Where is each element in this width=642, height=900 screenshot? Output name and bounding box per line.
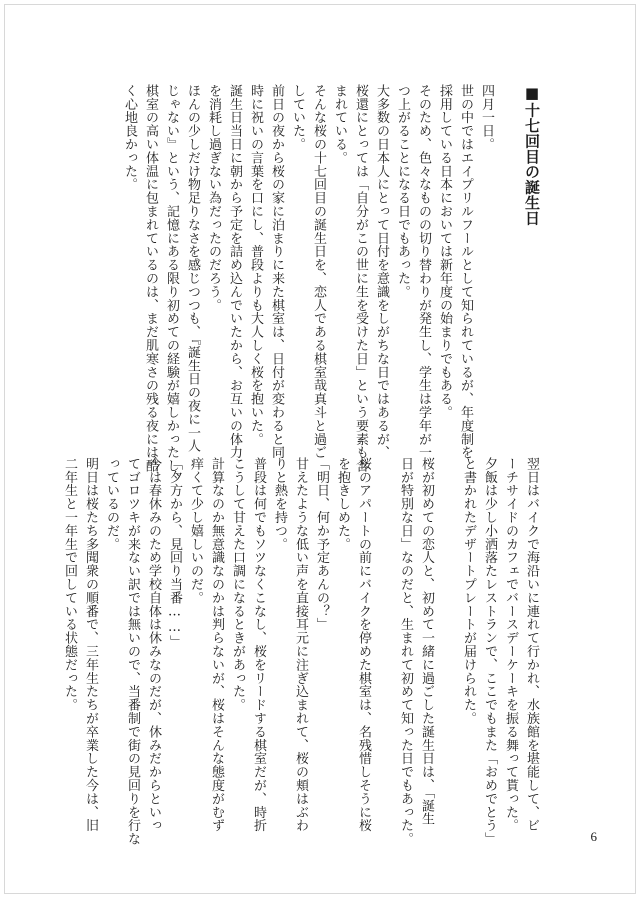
- page-number: 6: [590, 829, 597, 844]
- text-line: [374, 457, 395, 802]
- text-line: じゃない』という、記憶にある限り初めての経験が嬉しかったし、: [164, 84, 179, 486]
- text-line: 「夕方から、見回り当番……」: [167, 457, 182, 649]
- text-line: つ上がることになる日でもあった。: [395, 84, 410, 299]
- text-line: 時に祝いの言葉を口にし、普段よりも大人しく桜を抱いた。: [248, 84, 263, 446]
- text-line: 二年生と一年生で回している状態だった。: [62, 457, 77, 712]
- text-line: 桜還にとっては「自分がこの世に生を受けた日」という要素も含: [353, 84, 368, 473]
- text-line: 日が特別な日」なのだと、生まれて初めて知った日でもあった。: [398, 457, 413, 846]
- text-line: っているのだ。: [104, 457, 119, 551]
- text-line: 「明日、何か予定あんの？」: [314, 457, 329, 632]
- text-line: 甘えたような低い声を直接耳元に注ぎ込まれて、桜の頬はぶわ: [293, 457, 308, 833]
- text-line: 四月一日。: [479, 84, 494, 151]
- text-line: [437, 457, 458, 802]
- text-line: と書かれたデザートプレートが届けられた。: [461, 457, 476, 725]
- text-line: していた。: [290, 84, 305, 151]
- upper-text-block: [82, 84, 542, 486]
- text-line: まれている。: [332, 84, 347, 165]
- text-line: く心地良かった。: [122, 84, 137, 192]
- text-line: 世の中ではエイプリルフールとして知られているが、年度制を: [458, 84, 473, 460]
- text-line: を抱きしめた。: [335, 457, 350, 551]
- text-line: 明日は桜たち多聞衆の順番で、三年生たちが卒業した今は、旧: [83, 457, 98, 833]
- text-line: 夕飯は少し小洒落たレストランで、ここでもまた「おめでとう」: [482, 457, 497, 846]
- text-line: 採用している日本においては新年度の始まりでもある。: [437, 84, 452, 419]
- text-line: 桜が初めての恋人と、初めて一緒に過ごした誕生日は、「誕生: [419, 457, 434, 826]
- text-line: 前日の夜から桜の家に泊まりに来た棋室は、日付が変わると同: [269, 84, 284, 460]
- text-line: 桜のアパートの前にバイクを停めた棋室は、名残惜しそうに桜: [356, 457, 371, 833]
- page: [4, 4, 636, 894]
- text-line: ーチサイドのカフェでバースデーケーキを振る舞って貰った。: [503, 457, 518, 833]
- text-line: 計算なのか無意識なのかは判らないが、桜はそんな態度がむず: [209, 457, 224, 833]
- text-line: 痒くて少し嬉しいのだ。: [188, 457, 203, 605]
- text-line: こうして甘えた口調になるときがあった。: [230, 457, 245, 712]
- text-line: りと熱を持つ。: [272, 457, 287, 551]
- text-line: 普段は何でもソツなくこなし、桜をリードする棋室だが、時折: [251, 457, 266, 833]
- text-line: 翌日はバイクで海沿いに連れて行かれ、水族館を堪能して、ビ: [524, 457, 539, 833]
- text-line: そんな桜の十七回目の誕生日を、恋人である棋室哉真斗と過ご: [311, 84, 326, 460]
- text-line: を消耗し過ぎない為だったのだろう。: [206, 84, 221, 312]
- text-line: 誕生日当日に朝から予定を詰め込んでいたから、お互いの体力: [227, 84, 242, 460]
- text-line: 大多数の日本人にとって日付を意識をしがちな日ではあるが、: [374, 84, 389, 460]
- lower-text-block: [62, 457, 542, 846]
- text-line: てゴロツキが来ない訳では無いので、当番制で街の見回りを行な: [125, 457, 140, 846]
- chapter-heading: ■十七回目の誕生日: [523, 84, 541, 226]
- text-line: そのため、色々なものの切り替わりが発生し、学生は学年が一: [416, 84, 431, 460]
- text-line: 棋室の高い体温に包まれているのは、まだ肌寒さの残る夜には酷: [143, 84, 158, 473]
- text-line: ほんの少しだけ物足りなさを感じつつも、『誕生日の夜に一人: [185, 84, 200, 453]
- text-line: 今は春休みのため学校自体は休みなのだが、休みだからといっ: [146, 457, 161, 833]
